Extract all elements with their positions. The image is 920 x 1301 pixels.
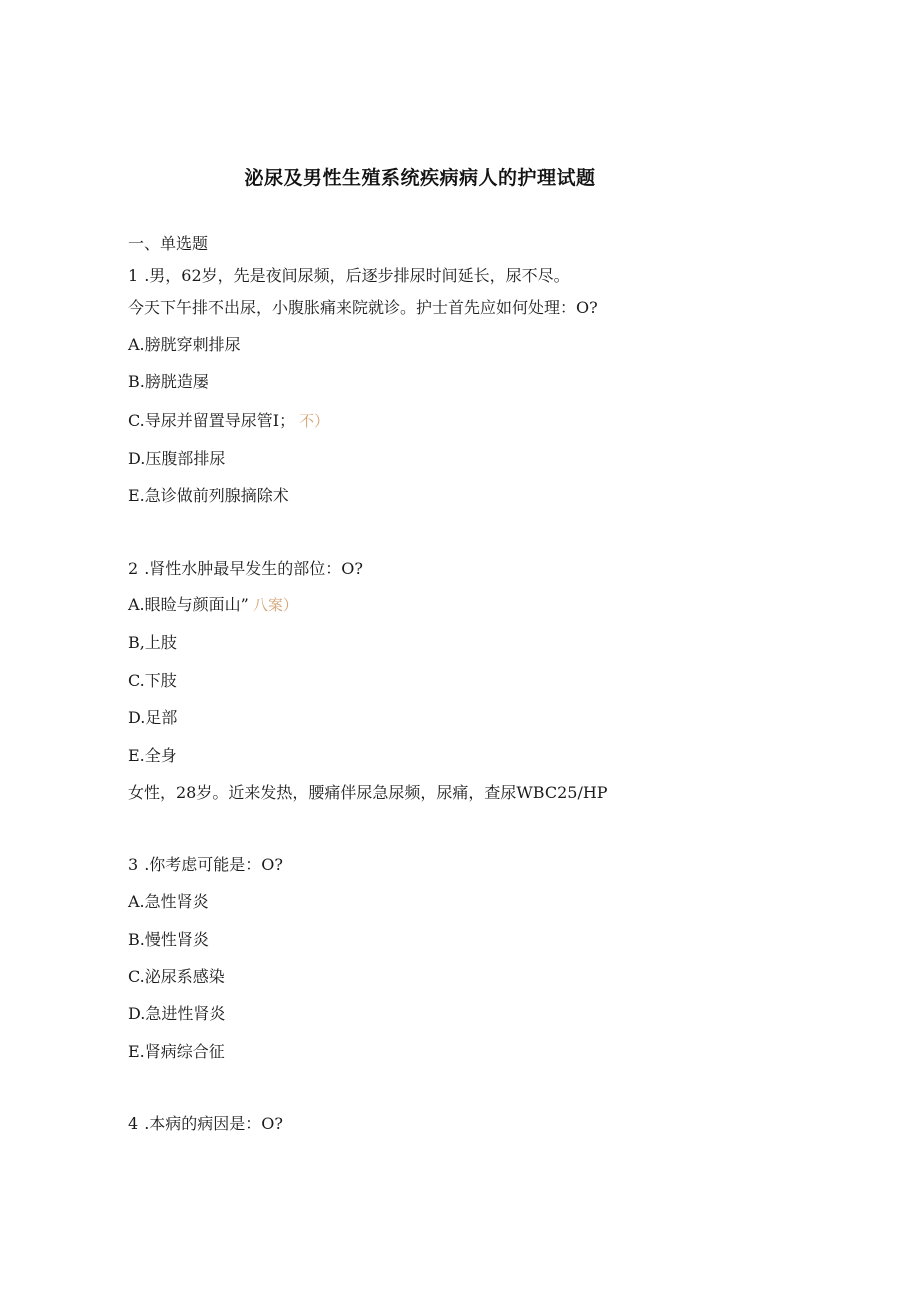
- question-2-option-a: [128, 594, 298, 616]
- question-number: 1: [128, 266, 139, 285]
- question-3-option-b: B.慢性肾炎: [128, 930, 209, 949]
- question-2-option-e: E.全身: [128, 746, 177, 765]
- question-number: 4: [128, 1114, 139, 1133]
- question-2-option-d: D.足部: [128, 708, 178, 727]
- question-2-option-c: C.下肢: [128, 671, 177, 690]
- question-3-option-d: D.急进性肾炎: [128, 1004, 226, 1023]
- question-text: .肾性水肿最早发生的部位：O?: [144, 559, 363, 578]
- section-heading: 一、单选题: [128, 234, 209, 253]
- question-1-stem: [128, 265, 570, 287]
- answer-mark: 不）: [299, 412, 330, 430]
- question-text: .本病的病因是：O?: [144, 1114, 283, 1133]
- question-number: 3: [128, 855, 139, 874]
- question-number: 2: [128, 559, 139, 578]
- question-3-option-a: A.急性肾炎: [128, 892, 209, 911]
- question-3-option-c: C.泌尿系感染: [128, 967, 225, 986]
- question-3-stem: [128, 854, 283, 876]
- question-2-option-b: B,上肢: [128, 633, 177, 652]
- question-1-option-c: [128, 410, 329, 432]
- option-text: C.导尿并留置导尿管I；: [128, 411, 296, 430]
- question-4-stem: [128, 1113, 283, 1135]
- question-text: .你考虑可能是：O?: [144, 855, 283, 874]
- question-1-stem-continued: 今天下午排不出尿，小腹胀痛来院就诊。护士首先应如何处理：O?: [128, 298, 598, 317]
- case-description: 女性，28岁。近来发热，腰痛伴尿急尿频，尿痛，查尿WBC25/HP: [128, 783, 608, 802]
- question-3-option-e: E.肾病综合征: [128, 1042, 225, 1061]
- option-text: A.眼睑与颜面山”: [128, 595, 249, 614]
- document-title: 泌尿及男性生殖系统疾病病人的护理试题: [244, 167, 596, 189]
- question-text: .男，62岁，先是夜间尿频，后逐步排尿时间延长，尿不尽。: [144, 266, 570, 285]
- question-2-stem: [128, 558, 363, 580]
- question-1-option-d: D.压腹部排尿: [128, 449, 226, 468]
- question-1-option-e: E.急诊做前列腺摘除术: [128, 486, 289, 505]
- question-1-option-a: A.膀胱穿刺排尿: [128, 335, 241, 354]
- answer-mark: 八案）: [252, 596, 298, 614]
- question-1-option-b: B.膀胱造屡: [128, 372, 209, 391]
